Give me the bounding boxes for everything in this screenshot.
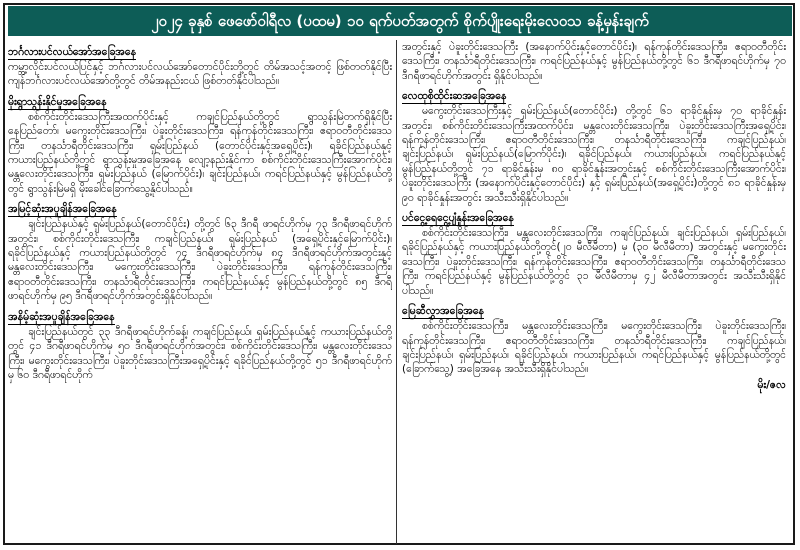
section-rainfall <box>8 90 392 196</box>
section-paragraph: မကွေးတိုင်းဒေသကြီးနှင့် ရှမ်းပြည်နယ်(တောင်ပိုင်း) တို့တွင် ၆၁ ရာခိုင်နှုန်းမှ ၇၀ ရာခိုင်နှုန်းအတွင်း၊ စစ်ကိုင်းတိုင်းဒေသကြီးအထက်ပိုင်း၊ မန္တလေးတိုင်းဒေသကြီး၊ ပဲခူးတိုင်းဒေသကြီးအရှေ့ပိုင်း၊ ရန်ကုန်တိုင်းဒေသကြီး၊ ဧရာဝတီတိုင်းဒေသကြီး၊ တနင်္သာရီတိုင်းဒေသကြီး၊ ကချင်ပြည်နယ်၊ ချင်းပြည်နယ်၊ ရှမ်းပြည်နယ်(မြောက်ပိုင်း)၊ ရခိုင်ပြည်နယ်၊ ကယားပြည်နယ်၊ ကရင်ပြည်နယ်နှင့် မွန်ပြည်နယ်တို့တွင် ၇၁ ရာခိုင်နှုန်းမှ ၈၀ ရာခိုင်နှုန်းအတွင်းနှင့် စစ်ကိုင်းတိုင်းဒေသကြီးအောက်ပိုင်း၊ ပဲခူးတိုင်းဒေသကြီး (အနောက်ပိုင်းနှင့်တောင်ပိုင်း) နှင့် ရှမ်းပြည်နယ်(အရှေ့ပိုင်း)တို့တွင် ၈၁ ရာခိုင်နှုန်းမှ ၉၀ ရာခိုင်နှုန်းအတွင်း အသီးသီးရှိနိုင်ပါသည်။ <box>402 105 786 204</box>
section-heading: မြေဆီလွှာအခြေအနေ <box>402 305 484 318</box>
section-paragraph: ကမ္ဘာ့လိုင်းပင်လယ်ပြင်နှင့် ဘင်္ဂလားပင်လယ်အော်တောင်ပိုင်းတို့တွင် တိမ်အသင့်အတင့် ဖြစ်တတ်နိုင်ပြီး ကျန်ဘင်္ဂလားပင်လယ်အော်တို့တွင် တိမ်အနည်းငယ် ဖြစ်တတ်နိုင်ပါသည်။ <box>8 61 392 88</box>
section-heading: မိုးရွာသွန်းနိုင်မှုအခြေအနေ <box>8 95 107 108</box>
section-min-temperature-cont <box>402 40 786 83</box>
right-column <box>402 40 786 544</box>
section-paragraph: ချင်းပြည်နယ်တွင် ၃၃ ဒီဂရီဖာရင်ဟိုက်ခန့်၊ ကချင်ပြည်နယ်၊ ရှမ်းပြည်နယ်နှင့် ကယားပြည်နယ်တို့တွင် ၄၁ ဒီဂရီဖာရင်ဟိုက်မှ ၅၀ ဒီဂရီဖာရင်ဟိုက်အတွင်း၊ စစ်ကိုင်းတိုင်းဒေသကြီး၊ မန္တလေးတိုင်းဒေသကြီး၊ မကွေးတိုင်းဒေသကြီး၊ ပဲခူးတိုင်းဒေသကြီးအရှေ့ပိုင်းနှင့် ရခိုင်ပြည်နယ်တို့တွင် ၅၁ ဒီဂရီဖာရင်ဟိုက်မှ ၆၀ ဒီဂရီဖာရင်ဟိုက် <box>8 325 392 381</box>
section-paragraph: စစ်ကိုင်းတိုင်းဒေသကြီးအထက်ပိုင်းနှင့် ကချင်ပြည်နယ်တို့တွင် ရွာသွန်းမြဲတက်ရှိနိုင်ပြီး နေပြည်တော်၊ မကွေးတိုင်းဒေသကြီး၊ ပဲခူးတိုင်းဒေသကြီး၊ ရန်ကုန်တိုင်းဒေသကြီး၊ ဧရာဝတီတိုင်းဒေသကြီး၊ တနင်္သာရီတိုင်းဒေသကြီး၊ ရှမ်းပြည်နယ် (တောင်ပိုင်းနှင့်အရှေ့ပိုင်း)၊ ရခိုင်ပြည်နယ်နှင့် ကယားပြည်နယ်တို့တွင် ရွာသွန်းမှုအခြေအနေ လျော့နည်းနိုင်ကာ စစ်ကိုင်းတိုင်းဒေသကြီးအောက်ပိုင်း၊ မန္တလေးတိုင်းဒေသကြီး၊ ရှမ်းပြည်နယ် (မြောက်ပိုင်း)၊ ချင်းပြည်နယ်၊ ကရင်ပြည်နယ်နှင့် မွန်ပြည်နယ်တို့တွင် ရွာသွန်းမြဲမရှိ မိုးခေါင်ခြောက်သွေ့နိုင်ပါသည်။ <box>8 110 392 195</box>
section-humidity <box>402 84 786 205</box>
section-paragraph: ချင်းပြည်နယ်နှင့် ရှမ်းပြည်နယ်(တောင်ပိုင်း) တို့တွင် ၆၃ ဒီဂရီ ဖာရင်ဟိုက်မှ ၇၃ ဒီဂရီဖာရင်ဟိုက်အတွင်း၊ စစ်ကိုင်းတိုင်းဒေသကြီး၊ ကချင်ပြည်နယ်၊ ရှမ်းပြည်နယ် (အရှေ့ပိုင်းနှင့်မြောက်ပိုင်း)၊ ရခိုင်ပြည်နယ်နှင့် ကယားပြည်နယ်တို့တွင် ၇၄ ဒီဂရီဖာရင်ဟိုက်မှ ၈၄ ဒီဂရီဖာရင်ဟိုက်အတွင်းနှင့် မန္တလေးတိုင်းဒေသကြီး၊ မကွေးတိုင်းဒေသကြီး၊ ပဲခူးတိုင်းဒေသကြီး၊ ရန်ကုန်တိုင်းဒေသကြီး၊ ဧရာဝတီတိုင်းဒေသကြီး၊ တနင်္သာရီတိုင်းဒေသကြီး၊ ကရင်ပြည်နယ်နှင့် မွန်ပြည်နယ်တို့တွင် ၈၅ ဒီဂရီဖာရင်ဟိုက်မှ ၉၅ ဒီဂရီဖာရင်ဟိုက်အတွင်းရှိနိုင်ပါသည်။ <box>8 218 392 303</box>
section-heading: ပင်ငွေ့ရေငွေ့ပျံနှုန်းအခြေအနေ <box>402 212 514 225</box>
signoff: မိုး/ဇလ <box>757 378 786 391</box>
section-max-temperature <box>8 197 392 303</box>
page-title: ၂၀၂၄ ခုနှစ် ဖေဖော်ဝါရီလ (ပထမ) ၁၀ ရက်ပတ်အတွက် စိုက်ပျိုးရေးမိုးလေဝသ ခန့်မှန်းချက် <box>8 6 792 36</box>
section-heading: အနိမ့်ဆုံးအပူချိန်အခြေအနေ <box>8 310 115 323</box>
section-paragraph: အတွင်းနှင့် ပဲခူးတိုင်းဒေသကြီး (အနောက်ပိုင်းနှင့်တောင်ပိုင်း)၊ ရန်ကုန်တိုင်းဒေသကြီး၊ ဧရာဝတီတိုင်းဒေသကြီး၊ တနင်္သာရီတိုင်းဒေသကြီး၊ ကရင်ပြည်နယ်နှင့် မွန်ပြည်နယ်တို့တွင် ၆၁ ဒီဂရီဖာရင်ဟိုက်မှ ၇၀ ဒီဂရီဖာရင်ဟိုက်အတွင်း ရှိနိုင်ပါသည်။ <box>402 41 786 82</box>
section-bay-of-bengal <box>8 40 392 89</box>
section-evapotranspiration <box>402 206 786 298</box>
section-heading: လေထုစိုထိုင်းဆအခြေအနေ <box>402 90 507 103</box>
section-soil-moisture <box>402 299 786 377</box>
section-heading: ဘင်္ဂလားပင်လယ်အော်အခြေအနေ <box>8 46 137 58</box>
section-min-temperature <box>8 305 392 383</box>
section-paragraph: စစ်ကိုင်းတိုင်းဒေသကြီး၊ မန္တလေးတိုင်းဒေသကြီး၊ ကချင်ပြည်နယ်၊ ချင်းပြည်နယ်၊ ရှမ်းပြည်နယ်၊ ရခိုင်ပြည်နယ်နှင့် ကယားပြည်နယ်တို့တွင်(၂၀ မီလီမီတာ) မှ (၃၀ မီလီမီတာ) အတွင်းနှင့် မကွေးတိုင်းဒေသကြီး၊ ပဲခူးတိုင်းဒေသကြီး၊ ရန်ကုန်တိုင်းဒေသကြီး၊ ဧရာဝတီတိုင်းဒေသကြီး၊ တနင်္သာရီတိုင်းဒေသကြီး၊ ကရင်ပြည်နယ်နှင့် မွန်ပြည်နယ်တို့တွင် ၃၁ မီလီမီတာမှ ၄၂ မီလီမီတာအတွင်း အသီးသီးရှိနိုင်ပါသည်။ <box>402 227 786 297</box>
section-paragraph: စစ်ကိုင်းတိုင်းဒေသကြီး၊ မန္တလေးတိုင်းဒေသကြီး၊ မကွေးတိုင်းဒေသကြီး၊ ပဲခူးတိုင်းဒေသကြီး၊ ရန်ကုန်တိုင်းဒေသကြီး၊ ဧရာဝတီတိုင်းဒေသကြီး၊ တနင်္သာရီတိုင်းဒေသကြီး၊ ကချင်ပြည်နယ်၊ ချင်းပြည်နယ်၊ ရှမ်းပြည်နယ်၊ ရခိုင်ပြည်နယ်၊ ကယားပြည်နယ်၊ ကရင်ပြည်နယ်နှင့် မွန်ပြည်နယ်တို့တွင် (ခြောက်သွေ့) အခြေအနေ အသီးသီးရှိနိုင်ပါသည်။ <box>402 320 786 376</box>
column-divider <box>396 40 397 544</box>
section-heading: အမြင့်ဆုံးအပူချိန်အခြေအနေ <box>8 203 117 216</box>
left-column <box>8 40 392 544</box>
